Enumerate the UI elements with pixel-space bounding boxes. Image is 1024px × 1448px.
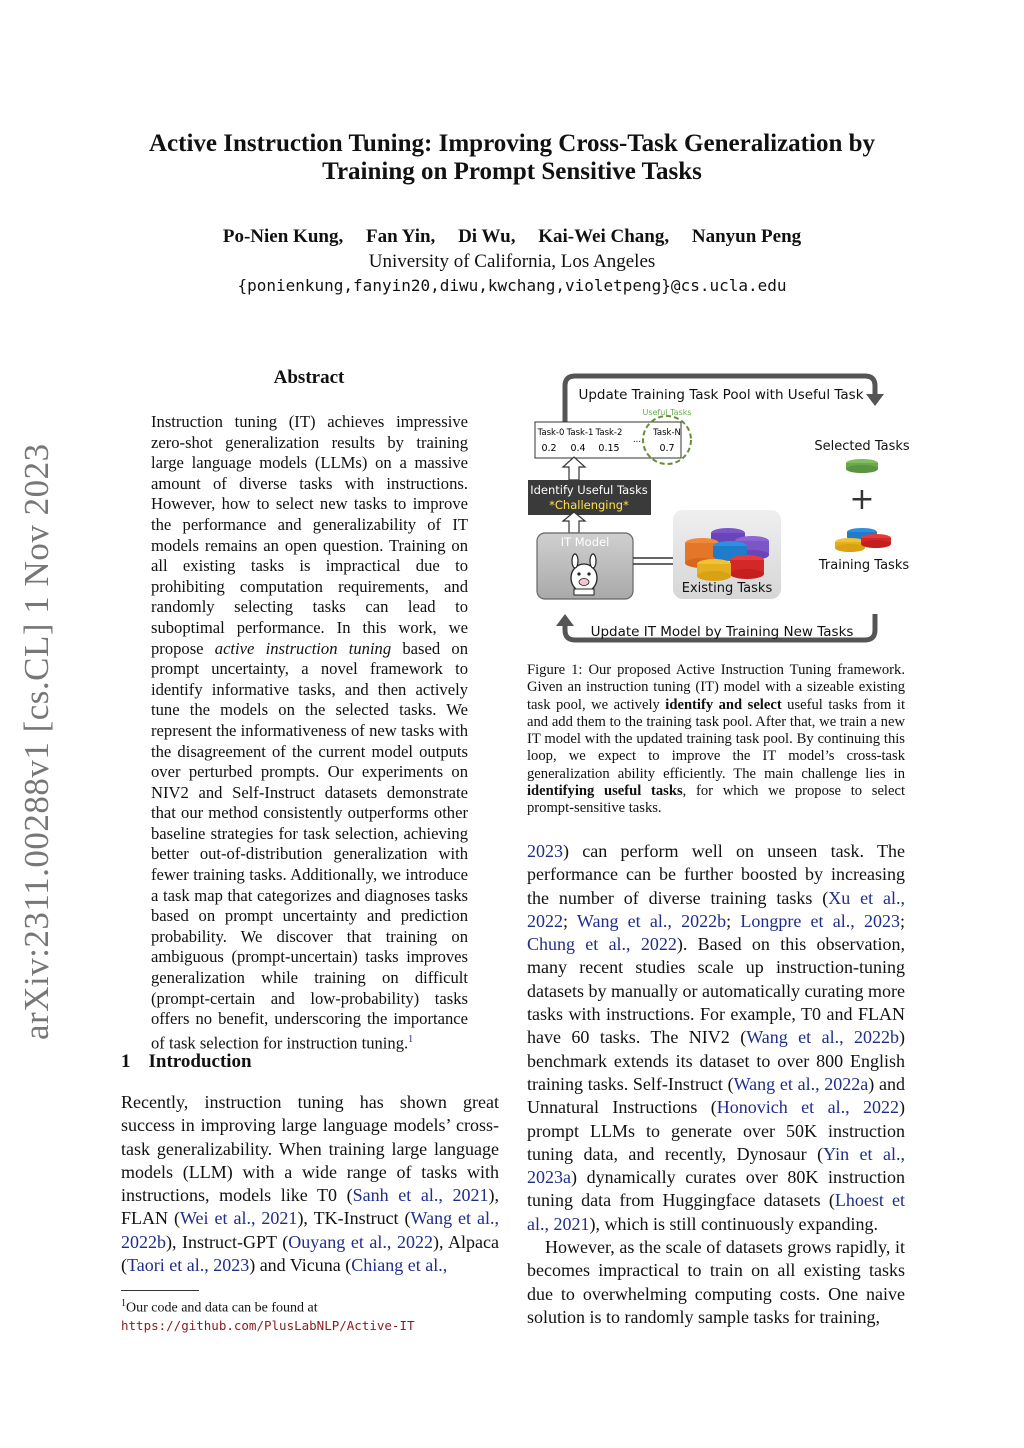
- identify-label: Identify Useful Tasks: [530, 483, 648, 497]
- task-score: 0.4: [570, 443, 586, 454]
- arxiv-identifier: arXiv:2311.00288v1 [cs.CL] 1 Nov 2023: [17, 443, 56, 1040]
- citation-link[interactable]: Wang et al., 2022b: [576, 910, 727, 931]
- repo-url-link[interactable]: https://github.com/PlusLabNLP/Active-IT: [121, 1317, 415, 1333]
- arrowhead-icon: [866, 394, 884, 406]
- citation-link[interactable]: Wei et al., 2021: [179, 1208, 298, 1229]
- citation-link[interactable]: Taori et al., 2023: [127, 1255, 250, 1276]
- section-heading: 1 Introduction: [121, 1051, 252, 1072]
- citation-link[interactable]: Wang et al., 2022b: [746, 1027, 899, 1048]
- training-tasks-label: Training Tasks: [818, 558, 910, 573]
- footnote: $^1$Our code and data can be found at https://github.com/PlusLabNLP/Active-IT: [121, 1298, 415, 1333]
- task-name: Task-1: [566, 428, 594, 438]
- figure-caption: Figure 1: Our proposed Active Instruction Tuning framework. Given an instruction tuning (IT) model with a sizeable existing task pool, we actively identify and select useful tasks from it and add them to the training task pool. After that, we train a new IT model with the updated training task pool. By continuing this loop, we expect to improve the IT model’s cross-task generalization ability efficiently. The main challenge lies in identifying useful tasks, for which we propose to select prompt-sensitive tasks.: [527, 662, 905, 817]
- ellipsis: ...: [632, 435, 642, 445]
- citation-link[interactable]: Yin et al., 2023a: [527, 1143, 905, 1188]
- citation-link[interactable]: Lhoest et al., 2021: [527, 1190, 906, 1234]
- plus-icon: +: [849, 482, 875, 517]
- footnote-rule: [121, 1290, 199, 1291]
- citation-link[interactable]: 2023: [527, 841, 563, 861]
- selected-tasks-label: Selected Tasks: [814, 439, 910, 454]
- top-arrow-label: Update Training Task Pool with Useful Task: [578, 387, 864, 403]
- citation-link[interactable]: Wang et al., 2022a: [733, 1073, 869, 1094]
- citation-link[interactable]: Sanh et al., 2021: [352, 1185, 489, 1206]
- citation-link[interactable]: Honovich et al., 2022: [716, 1097, 899, 1118]
- selected-task-icon: [846, 459, 878, 473]
- title-line-1: Active Instruction Tuning: Improving Cross-Task Generalization by: [148, 130, 876, 157]
- title-line-2: Training on Prompt Sensitive Tasks: [322, 158, 702, 185]
- existing-tasks-label: Existing Tasks: [681, 581, 773, 596]
- author-list: [120, 226, 904, 248]
- intro-paragraph-2: However, as the scale of datasets grows rapidly, it becomes impractical to train on all existing tasks due to overwhelming computing costs. One naive solution is to randomly sample tasks for training,: [527, 1237, 905, 1327]
- arrowhead-icon: [556, 614, 574, 626]
- task-name: Task-0: [537, 428, 565, 438]
- figure-1-diagram: [525, 370, 915, 650]
- up-arrow-icon: [563, 512, 585, 533]
- author: Nanyun Peng: [691, 226, 802, 247]
- task-score: 0.7: [659, 443, 675, 454]
- training-tasks-icon: [835, 528, 891, 552]
- affiliation: University of California, Los Angeles: [368, 251, 656, 272]
- citation-link[interactable]: Wang et al., 2022b: [121, 1208, 499, 1252]
- up-arrow-icon: [563, 457, 585, 480]
- bottom-arrow-label: Update IT Model by Training New Tasks: [590, 624, 854, 640]
- citation-link[interactable]: Chung et al., 2022: [527, 934, 677, 955]
- challenging-label: *Challenging*: [549, 498, 629, 512]
- author: Po-Nien Kung,: [222, 226, 344, 247]
- intro-paragraph-left: Recently, instruction tuning has shown great success in improving large language models’ cross-task generalizability. When training large language models (LLM) with a wide range of tasks with instructions, models like T0 (Sanh et al., 2021), FLAN (Wei et al., 2021), TK-Instruct (Wang et al., 2022b), Instruct-GPT (Ouyang et al., 2022), Alpaca (Taori et al., 2023) and Vicuna (Chiang et al.,: [121, 1092, 500, 1276]
- citation-link[interactable]: Chiang et al.,: [351, 1255, 448, 1276]
- citation-link[interactable]: Ouyang et al., 2022: [288, 1231, 433, 1252]
- abstract-heading: Abstract: [273, 367, 345, 388]
- citation-link[interactable]: Longpre et al., 2023: [740, 910, 900, 931]
- task-name: Task-N: [653, 428, 681, 438]
- author: Fan Yin,: [365, 226, 436, 247]
- author-emails: {ponienkung,fanyin20,diwu,kwchang,violetpeng}@cs.ucla.edu: [237, 276, 787, 295]
- footnote-marker[interactable]: 1: [408, 1033, 414, 1045]
- task-score: 0.15: [598, 443, 620, 454]
- abstract-body: Instruction tuning (IT) achieves impressive zero-shot generalization results by training large language models (LLMs) on a massive amount of diverse tasks with instructions. However, how to select new tasks to improve the performance and generalizability of IT models remains an open question. Training on all existing tasks is impractical due to prohibiting computation requirements, and randomly selecting tasks can lead to suboptimal performance. In this work, we propose active instruction tuning based on prompt uncertainty, a novel framework to identify informative tasks, and then actively tune the models on the selected tasks. We represent the informativeness of new tasks with the disagreement of the current model outputs over perturbed prompts. Our experiments on NIV2 and Self-Instruct datasets demonstrate that our method consistently outperforms other baseline strategies for task selection, achieving better out-of-distribution generalization with fewer training tasks. Additionally, we introduce a task map that categorizes and diagnoses tasks based on prompt uncertainty and prediction probability. We discover that training on ambiguous (prompt-uncertain) tasks improves generalization while training on difficult (prompt-certain and low-probability) tasks offers no benefit, underscoring the importance of task selection for instruction tuning.$^1$: [151, 412, 468, 1053]
- author: Di Wu,: [458, 226, 516, 247]
- useful-tasks-label: Useful Tasks: [642, 408, 692, 417]
- citation-link[interactable]: Xu et al., 2022: [527, 887, 905, 931]
- intro-paragraph-right: 2023) can perform well on unseen task. The performance can be further boosted by increasing the number of diverse training tasks (Xu et al., 2022; Wang et al., 2022b; Longpre et al., 2023; Chung et al., 2022). Based on this observation, many recent studies scale up instruction-tuning datasets by manually or automatically curating more tasks with instructions. For example, T0 and FLAN have 60 tasks. The NIV2 (Wang et al., 2022b) benchmark extends its dataset to over 800 English training tasks. Self-Instruct (Wang et al., 2022a) and Unnatural Instructions (Honovich et al., 2022) prompt LLMs to generate over 50K instruction tuning data, and recently, Dynosaur (Yin et al., 2023a) dynamically curates over 80K instruction tuning data from Huggingface datasets (Lhoest et al., 2021), which is still continuously expanding. However, as the scale of datasets grows rapidly, it becomes impractical to train on all existing tasks due to overwhelming computing costs. One naive solution is to randomly sample tasks for training,: [527, 840, 905, 1329]
- task-score: 0.2: [541, 443, 557, 454]
- paper-title: [120, 130, 904, 186]
- task-name: Task-2: [595, 428, 623, 438]
- it-model-label: IT Model: [560, 535, 610, 549]
- author: Kai-Wei Chang,: [538, 226, 670, 247]
